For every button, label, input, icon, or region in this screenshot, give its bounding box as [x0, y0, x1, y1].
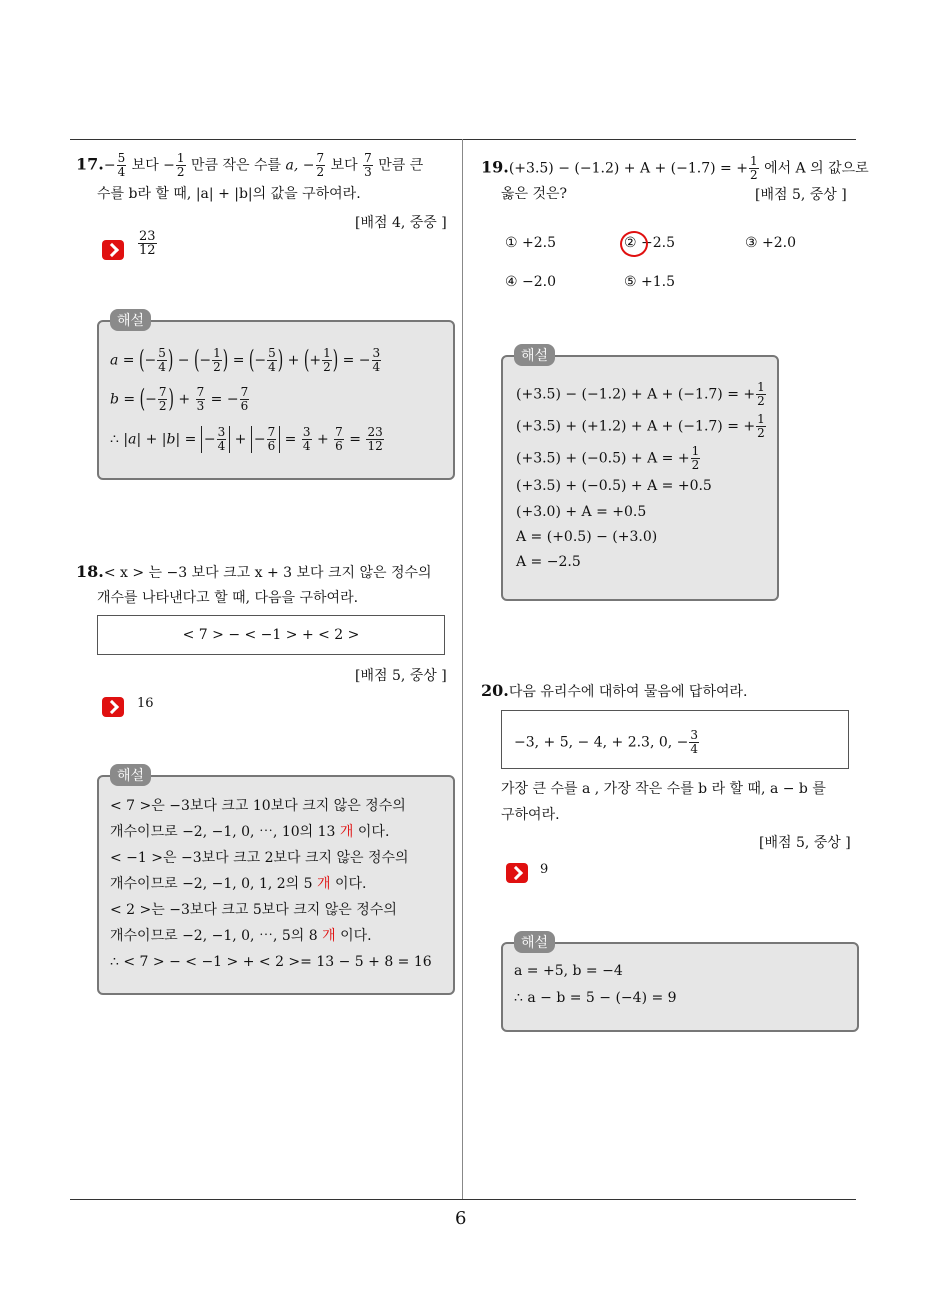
q19-expl-line5: (+3.0) + A = +0.5 — [516, 504, 647, 520]
selected-answer-circle — [620, 231, 648, 257]
q19-choice-5[interactable]: ⑤ +1.5 — [624, 274, 675, 290]
q19-choice-2[interactable]: ② −2.5 — [624, 235, 675, 251]
answer-arrow-icon — [102, 697, 124, 717]
q20-line2: 가장 큰 수를 a , 가장 작은 수를 b 라 할 때, a − b 를 — [501, 781, 826, 797]
q17-text: 보다 — [131, 157, 159, 174]
bottom-rule — [70, 1199, 856, 1200]
q20-answer: 9 — [540, 862, 549, 877]
q17-text: 만큼 큰 — [378, 157, 424, 174]
text: (+3.5) + (−0.5) + A = + — [516, 450, 690, 467]
fraction: $\frac{5}{4}$ — [117, 151, 126, 179]
highlight-word: 개 — [339, 824, 354, 840]
q20-numbers-box — [501, 710, 849, 769]
q18-expl-line2 — [110, 822, 389, 842]
text: 이다. — [340, 928, 372, 944]
q17-answer — [137, 230, 158, 257]
q19-expl-line4: (+3.5) + (−0.5) + A = +0.5 — [516, 478, 712, 494]
q19-text: (+3.5) − (−1.2) + A + (−1.7) = + — [508, 160, 748, 177]
q18-number: 18. — [76, 562, 104, 581]
q17-text: 보다 — [330, 157, 358, 174]
q20-number: 20. — [481, 681, 509, 700]
q17-expl-line2: b = (− $\frac{7}{2}$ ) + $\frac{7}{3}$ = − $\frac{7}{6}$ — [110, 385, 249, 414]
q17-number: 17. — [76, 154, 104, 174]
text: (+3.5) + (+1.2) + A + (−1.7) = + — [516, 418, 756, 435]
q18-expl-line6 — [110, 926, 372, 946]
highlight-word: 개 — [322, 928, 336, 944]
q18-explanation-tag: 해설 — [110, 764, 151, 786]
q18-expl-line1: < 7 >은 −3보다 크고 10보다 크지 않은 정수의 — [110, 798, 406, 814]
page-number: 6 — [455, 1208, 467, 1229]
q17-line2: 수를 b라 할 때, |a| + |b|의 값을 구하여라. — [97, 186, 361, 202]
q19-explanation-tag: 해설 — [514, 344, 555, 366]
q18-expl-line3: < −1 >은 −3보다 크고 2보다 크지 않은 정수의 — [110, 850, 409, 866]
q20-text: 다음 유리수에 대하여 물음에 답하여라. — [508, 684, 748, 700]
q20-line1 — [481, 681, 747, 702]
q20-explanation-tag: 해설 — [514, 931, 555, 953]
q18-line2: 개수를 나타낸다고 할 때, 다음을 구하여라. — [97, 590, 359, 606]
q17-explanation-tag: 해설 — [110, 309, 151, 331]
fraction: $\frac{7}{2}$ — [316, 151, 325, 179]
q19-choice-1[interactable]: ① +2.5 — [505, 235, 556, 251]
q18-expression-box — [97, 615, 445, 655]
highlight-word: 개 — [317, 876, 331, 892]
text: −3, + 5, − 4, + 2.3, 0, − — [514, 734, 689, 751]
q17-answer-denominator: 12 — [139, 243, 156, 258]
q17-text: a, — [285, 157, 299, 174]
text: 개수이므로 −2, −1, 0, 1, 2의 5 — [110, 876, 313, 892]
q17-expl-line3: ∴ |a| + |b| = − $\frac{3}{4}$ + − $\frac{7}{6}$ = $\frac{3}{4}$ + $\frac{7}{6}$ = $\frac{23}{12}$ — [110, 425, 383, 453]
q17-score: [배점 4, 중중 ] — [355, 215, 447, 231]
q20-expl-line1: a = +5, b = −4 — [514, 963, 623, 979]
q17-answer-numerator: 23 — [139, 229, 156, 244]
q18-expression: < 7 > − < −1 > + < 2 > — [182, 627, 360, 643]
q18-text: < x > 는 −3 보다 크고 x + 3 보다 크지 않은 정수의 — [103, 565, 432, 581]
q19-choice-3[interactable]: ③ +2.0 — [745, 235, 796, 251]
fraction: $\frac{7}{3}$ — [364, 151, 372, 179]
q17-text: 만큼 작은 수를 — [191, 157, 282, 174]
q20-expl-line2: ∴ a − b = 5 − (−4) = 9 — [514, 990, 677, 1006]
q18-score: [배점 5, 중상 ] — [355, 668, 447, 684]
q19-expl-line1: (+3.5) − (−1.2) + A + (−1.7) = + $\frac{1}{2}$ — [516, 380, 765, 408]
q19-text: 에서 A 의 값으로 — [764, 160, 869, 177]
q20-score: [배점 5, 중상 ] — [759, 835, 851, 851]
text: 이다. — [357, 824, 390, 840]
q19-expl-line6: A = (+0.5) − (+3.0) — [516, 529, 658, 545]
q19-line2: 옳은 것은? — [501, 186, 568, 202]
q17-expl-line1: a = (− $\frac{5}{4}$ ) − (− $\frac{1}{2}$ ) = (− $\frac{5}{4}$ ) + (+ $\frac{1}{2}$ ) = − $\frac{3}{4}$ — [110, 346, 381, 375]
q19-line1: 19.(+3.5) − (−1.2) + A + (−1.7) = + $\frac{1}{2}$ 에서 A 의 값으로 — [481, 154, 869, 182]
q20-explanation-box — [501, 942, 859, 1032]
q19-expl-line7: A = −2.5 — [516, 554, 581, 570]
q17-line1: 17.− $\frac{5}{4}$ 보다 − $\frac{1}{2}$ 만큼 작은 수를 a, − $\frac{7}{2}$ 보다 $\frac{7}{3}$ 만큼 큰 — [76, 151, 424, 179]
answer-arrow-icon — [506, 863, 528, 883]
q19-choice-4[interactable]: ④ −2.0 — [505, 274, 556, 290]
text: (+3.5) − (−1.2) + A + (−1.7) = + — [516, 386, 756, 403]
column-divider — [462, 139, 463, 1199]
text: 이다. — [335, 876, 367, 892]
q18-line1 — [76, 562, 432, 583]
q19-score: [배점 5, 중상 ] — [755, 187, 847, 203]
q20-line3: 구하여라. — [501, 807, 560, 823]
q18-expl-line5: < 2 >는 −3보다 크고 5보다 크지 않은 정수의 — [110, 902, 397, 918]
text: 개수이므로 −2, −1, 0, ⋯, 10의 13 — [110, 824, 336, 840]
q19-expl-line2: (+3.5) + (+1.2) + A + (−1.7) = + $\frac{1}{2}$ — [516, 412, 765, 440]
q19-number: 19. — [481, 157, 509, 177]
q18-expl-line4 — [110, 874, 367, 894]
q20-numbers: −3, + 5, − 4, + 2.3, 0, − $\frac{3}{4}$ — [514, 728, 699, 756]
fraction: $\frac{1}{2}$ — [176, 151, 185, 179]
top-rule — [70, 139, 856, 140]
q18-expl-line7: ∴ < 7 > − < −1 > + < 2 >= 13 − 5 + 8 = 16 — [110, 954, 432, 970]
answer-arrow-icon — [102, 240, 124, 260]
text: 개수이므로 −2, −1, 0, ⋯, 5의 8 — [110, 928, 318, 944]
q18-answer: 16 — [137, 696, 154, 711]
q19-expl-line3: (+3.5) + (−0.5) + A = + $\frac{1}{2}$ — [516, 444, 700, 472]
